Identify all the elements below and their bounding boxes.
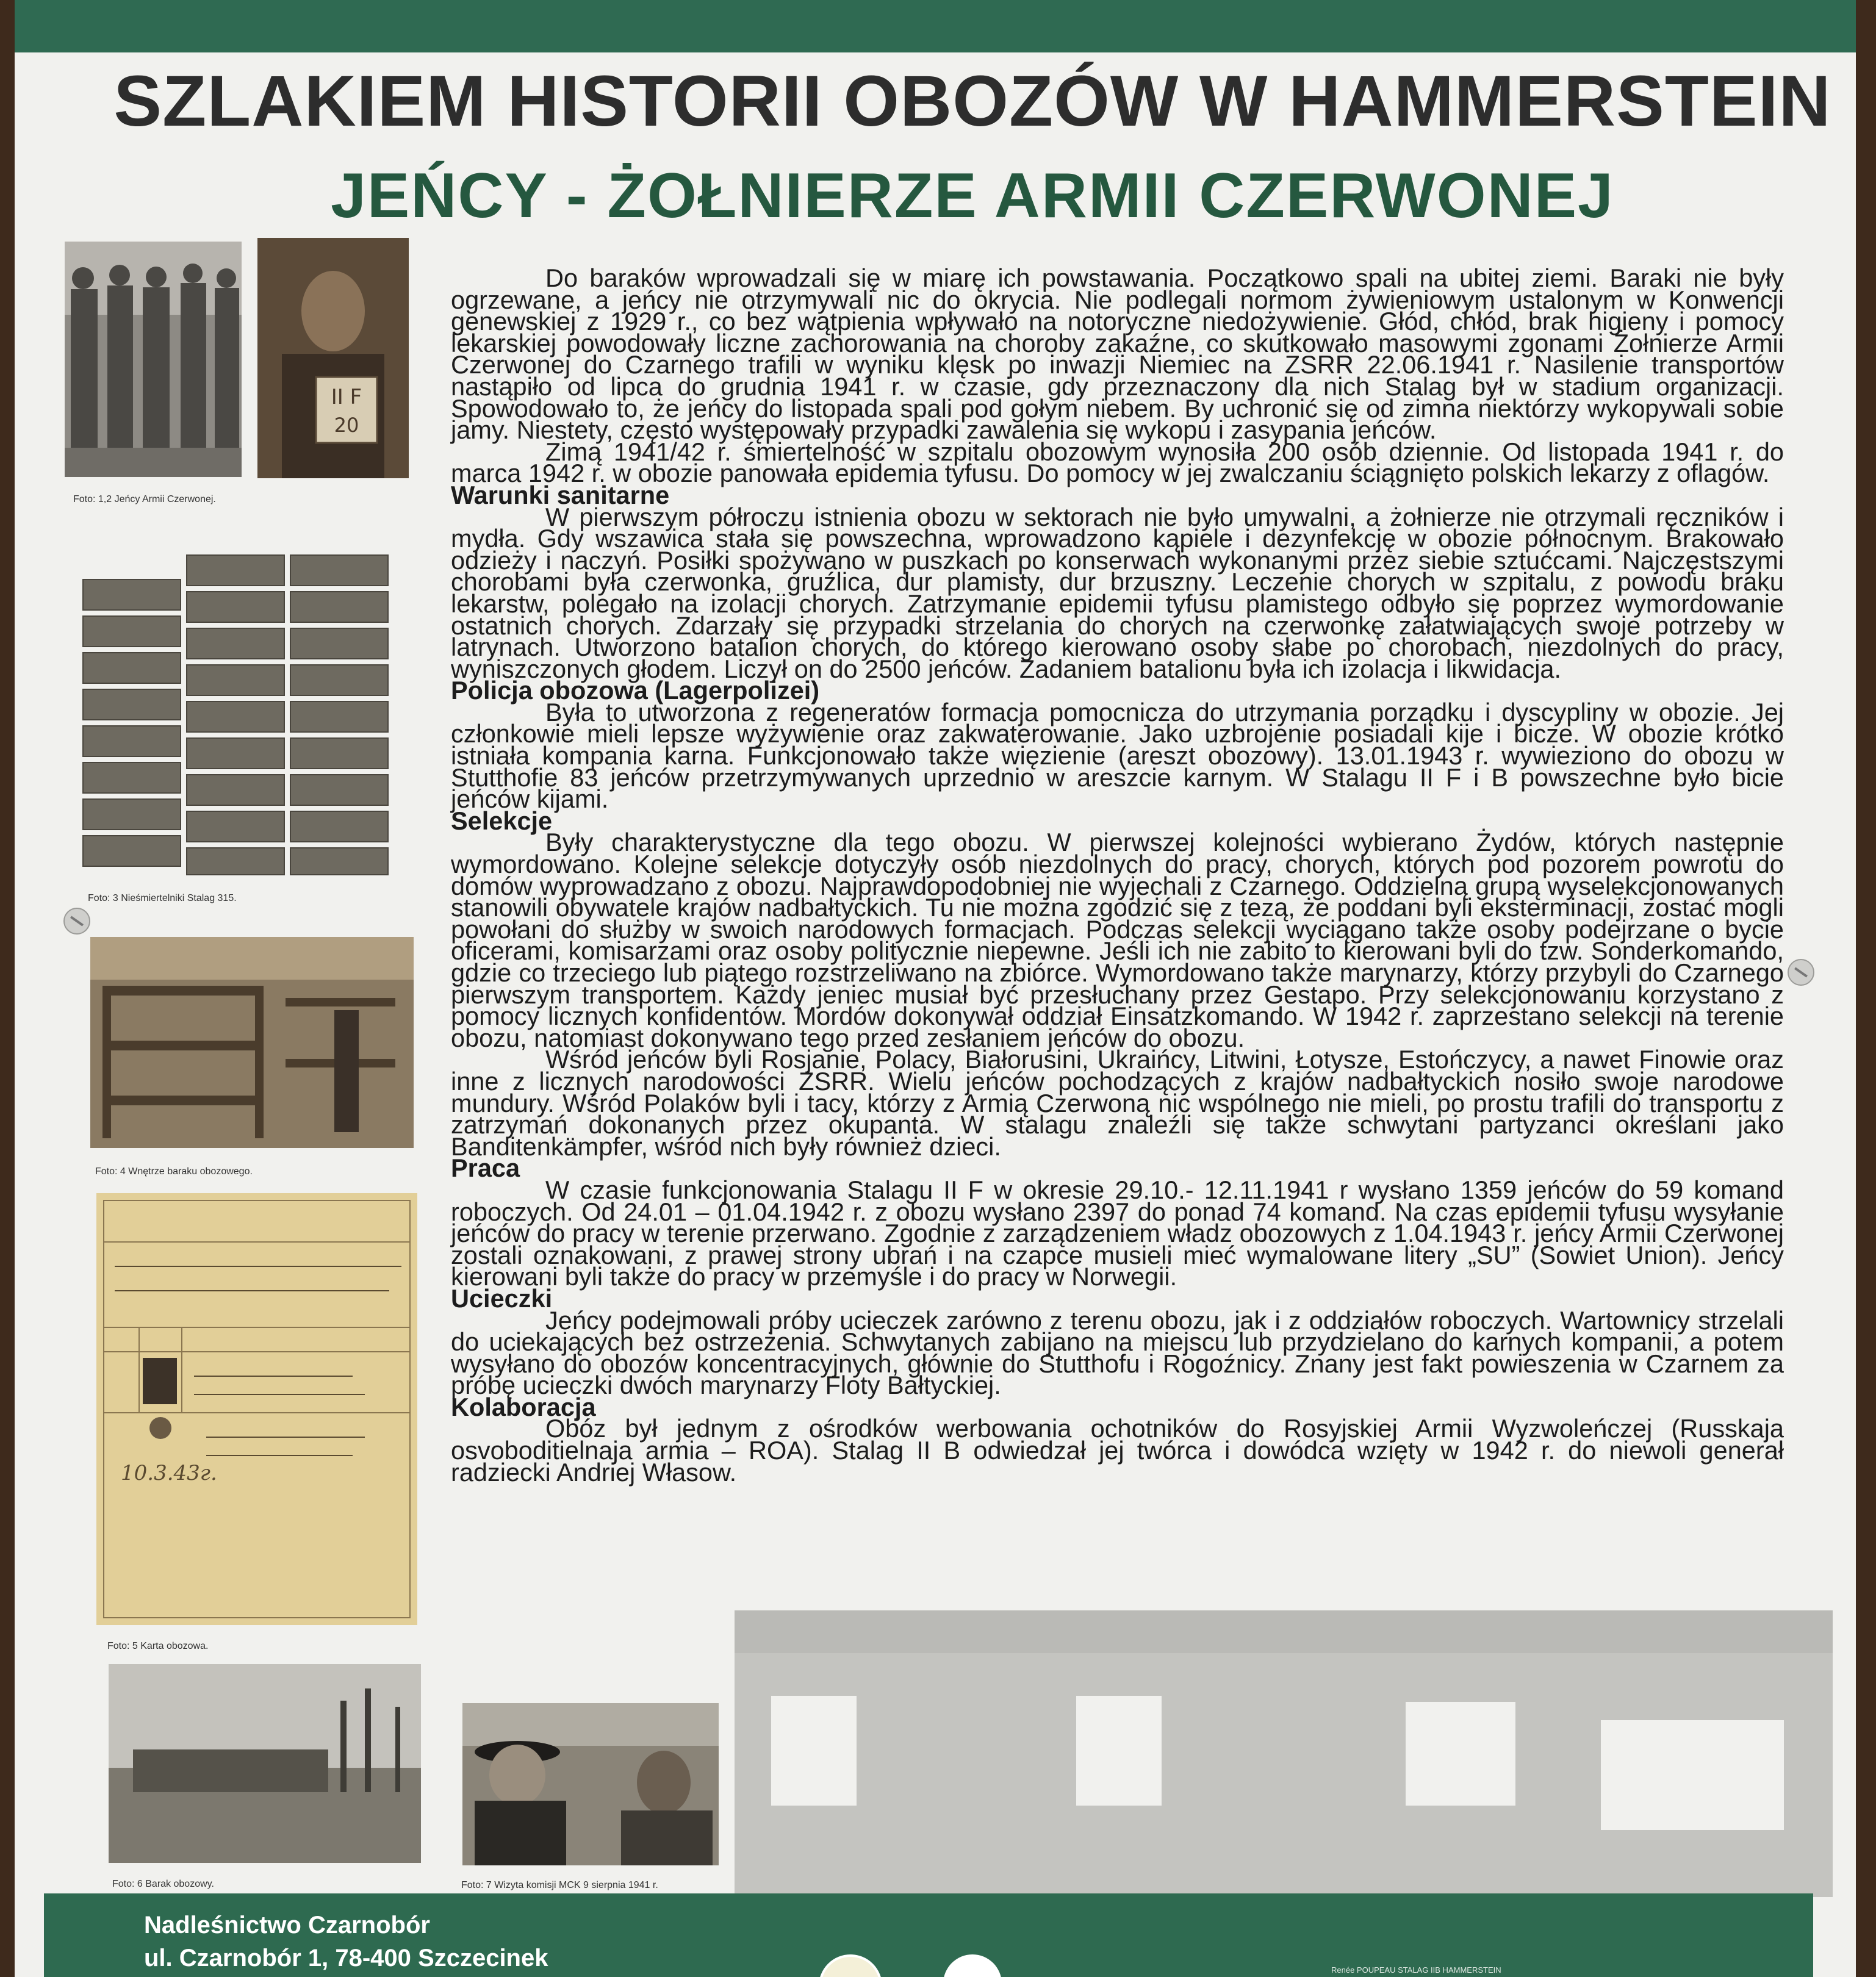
intro-paragraph-2: Zimą 1941/42 r. śmiertelność w szpitalu obozowym wynosiła 200 osób dziennie. Od listopada 1941 r. do marca 1942 r. w obozie panowała epidemia tyfusu. Do pomocy w jej zwalczaniu ściągnięto polskich lekarzy z oflagów. [451,437,1784,488]
footer-source-note: Renée POUPEAU STALAG IIB HAMMERSTEIN [1331,1965,1501,1975]
plate-bottom-text: 20 [334,414,359,437]
sun-logo-icon [819,1954,882,1977]
heading-police: Policja obozowa (Lagerpolizei) [451,676,820,705]
centre-logo-icon [943,1954,1002,1977]
heading-selection: Selekcje [451,806,553,835]
selection-paragraph-1: Były charakterystyczne dla tego obozu. W pierwszej kolejności wybierano Żydów, których następnie wymordowano. Kolejne selekcje dotyczyły osób niezdolnych do pracy, chorych, których pod pozorem powrotu do domów wyprowadzano z obozu. Najprawdopodobniej nie wyjechali z Czarnego. Oddzielną grupą wyselekcjonowanych stanowili obywatele krajów nadbałtyckich. Tu nie można zgodzić się z tezą, że poddani byli eksterminacji, zostać mogli powołani do służby w swoich narodowych formacjach. Podczas selekcji wyciągano także osoby podejrzane o bycie oficerami, komisarzami oraz osoby politycznie niepewne. Jeśli ich nie zabito to kierowani byli do tzw. Sonderkomando, gdzie co trzeciego lub piątego rozstrzeliwano na zbiórce. Wymordowano także marynarzy, którzy przybyli do Czarnego pierwszym transportem. Każdy jeniec musiał być przesłuchany przez Gestapo. Przy selekcjonowaniu korzystano z pomocy licznych konfidentów. Mordów dokonywał oddział Einsatzkomando. W 1942 r. zaprzestano selekcji na terenie obozu, natomiast dokonywano tego przed zesłaniem jeńców do obozu. [451,828,1784,1052]
photo-icrc-visit [462,1703,719,1865]
card-date-text: 10.3.43г. [121,1461,217,1485]
footer-organization: Nadleśnictwo Czarnobór [144,1912,430,1939]
photo-dog-tags [77,543,409,877]
selection-paragraph-2: Wśród jeńców byli Rosjanie, Polacy, Białorusini, Ukraińcy, Litwini, Łotysze, Estończycy, a nawet Finowie oraz inne z licznych narodowości ZSRR. Wielu jeńców pochodzących z krajów nadbałtyckich nosiło swoje narodowe mundury. Wśród Polaków byli i tacy, którzy z Armią Czerwoną nic wspólnego nie mieli, po prostu trafili do transportu z zatrzymań dokonanych przez okupanta. W stalagu znaleźli się także schwytani partyzanci określani jako Banditenkämpfer, wśród nich były również dzieci. [451,1045,1784,1161]
information-board [15,0,1856,1977]
plate-top-text: II F [331,385,362,409]
caption-photo-1-2: Foto: 1,2 Jeńcy Armii Czerwonej. [73,494,216,504]
caption-photo-4: Foto: 4 Wnętrze baraku obozowego. [95,1166,253,1177]
screw-left [63,908,90,935]
heading-escapes: Ucieczki [451,1283,553,1313]
caption-photo-7: Foto: 7 Wizyta komisji MCK 9 sierpnia 1941 r. [461,1880,658,1890]
caption-photo-6: Foto: 6 Barak obozowy. [112,1879,214,1889]
photo-prisoners-group [65,242,242,477]
police-paragraph: Była to utworzona z regeneratów formacja pomocnicza do utrzymania porządku i dyscypliny w obozie. Jej członkowie mieli lepsze wyżywienie oraz zakwaterowanie. Jako uzbrojenie posiadali kije i bicze. W obozie krótko istniała kompania karna. Funkcjonowało także więzienie (areszt obozowy). 13.01.1943 r. wywieziono do obozu w Stutthofie 83 jeńców przetrzymywanych uprzednio w areszcie karnym. W Stalagu II F i B powszechne było bicie jeńców kijami. [451,697,1784,814]
caption-photo-3: Foto: 3 Nieśmiertelniki Stalag 315. [88,893,237,903]
photo-barrack-exterior [109,1664,421,1863]
photo-prisoner-portrait [257,238,409,478]
background-barrack-image [735,1610,1833,1897]
caption-photo-5: Foto: 5 Karta obozowa. [107,1641,209,1651]
board-subtitle: JEŃCY - ŻOŁNIERZE ARMII CZERWONEJ [331,160,1614,231]
photo-camp-card [96,1193,417,1625]
work-paragraph: W czasie funkcjonowania Stalagu II F w okresie 29.10.- 12.11.1941 r wysłano 1359 jeńców do 59 komand roboczych. Od 24.01 – 01.04.1942 r. z obozu wysłano 2397 do ponad 74 komand. Na czas epidemii tyfusu wysyłanie jeńców do pracy w terenie przerwano. Zgodnie z zarządzeniem władz obozowych z 1.04.1943 r. jeńcy Armii Czerwonej zostali oznakowani, z prawej strony ubrań i na czapce musieli mieć wymalowane litery „SU” (Sowiet Union). Jeńcy kierowani byli także do pracy w przemyśle i do pracy w Norwegii. [451,1175,1784,1291]
intro-paragraph-1: Do baraków wprowadzali się w miarę ich powstawania. Początkowo spali na ubitej ziemi. Baraki nie były ogrzewane, a jeńcy nie otrzymywali nic do okrycia. Nie podlegali normom żywieniowym ustalonym w Konwencji genewskiej z 1929 r., co bez wątpienia wpływało na notoryczne niedożywienie. Głód, chłód, brak higieny i pomocy lekarskiej powodowały liczne zachorowania na choroby zakaźne, co skutkowało masowymi zgonami Żołnierze Armii Czerwonej do Czarnego trafili w wyniku klęsk po inwazji Niemiec na ZSRR 22.06.1941 r. Nasilenie transportów nastąpiło od lipca do grudnia 1941 r. w czasie, gdy przeznaczony dla nich Stalag był w stadium organizacji. Spowodowało to, że jeńcy do listopada spali pod gołym niebem. By uchronić się od zimna niektórzy wykopywali sobie jamy. Niestety, często występowały przypadki zawalenia się wykopu i zasypania jeńców. [451,264,1784,445]
heading-collaboration: Kolaboracja [451,1392,596,1421]
sanitary-paragraph: W pierwszym półroczu istnienia obozu w sektorach nie było umywalni, a żołnierze nie otrzymali ręczników i mydła. Gdy wszawica stała się powszechna, wprowadzono kąpiele i dezynfekcję w obozie północnym. Brakowało odzieży i naczyń. Posiłki spożywano w puszkach po konserwach wykonanymi przez siebie sztućcami. Najczęstszymi chorobami była czerwonka, gruźlica, dur plamisty, dur brzuszny. Leczenie chorych w szpitalu, z powodu braku lekarstw, polegało na izolacji chorych. Zatrzymanie epidemii tyfusu plamistego odbyło się poprzez wymordowanie ostatnich chorych. Zdarzały się przypadki strzelania do chorych na czerwonkę załatwiających swoje potrzeby w latrynach. Utworzono batalion chorych, do którego kierowano osoby słabe po chorobach, niezdolnych do pracy, wyniszczonych głodem. Liczył on do 2500 jeńców. Zadaniem batalionu była ich izolacja i likwidacja. [451,502,1784,683]
photo-barrack-interior [90,937,414,1148]
collaboration-paragraph: Obóz był jednym z ośrodków werbowania ochotników do Rosyjskiej Armii Wyzwoleńczej (Russkaja osvoboditielnaja armia – ROA). Stalag II B odwiedzał jej twórca i dowódca wzięty w 1942 r. do niewoli generał radziecki Andriej Własow. [451,1414,1784,1487]
footer-band [44,1893,1813,1977]
board-title: SZLAKIEM HISTORII OBOZÓW W HAMMERSTEIN [113,61,1831,142]
heading-sanitary: Warunki sanitarne [451,480,670,509]
footer-address: ul. Czarnobór 1, 78-400 Szczecinek [144,1945,548,1972]
main-text [451,264,1784,1487]
heading-work: Praca [451,1154,520,1183]
screw-right [1788,959,1814,986]
top-band [15,0,1856,52]
escapes-paragraph: Jeńcy podejmowali próby ucieczek zarówno z terenu obozu, jak i z oddziałów roboczych. Wartownicy strzelali do uciekających bez ostrzeżenia. Schwytanych zabijano na miejscu lub przydzielano do karnych kompanii, a potem wysyłano do obozów koncentracyjnych, głównie do Stutthofu i Rogoźnicy. Znany jest fakt powieszenia w Czarnem za próbę ucieczki dwóch marynarzy Floty Bałtyckiej. [451,1305,1784,1400]
